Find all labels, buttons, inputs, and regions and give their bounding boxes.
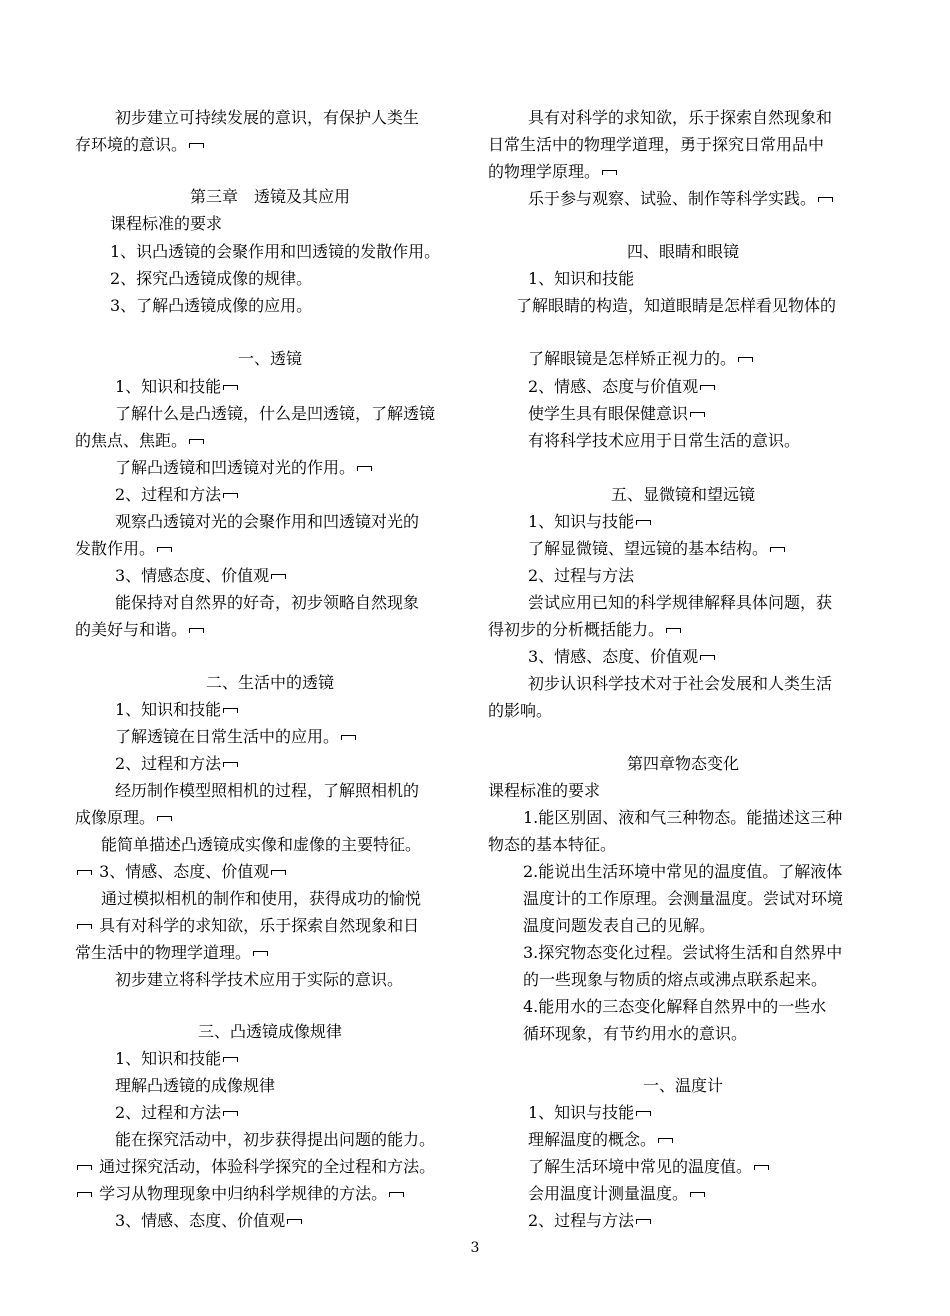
text-line: 课程标准的要求 — [110, 214, 223, 233]
text-line: 的焦点、焦距。 — [75, 428, 206, 454]
chapter-heading: 第四章物态变化 — [626, 754, 739, 773]
text-line: 的物理学原理。 — [488, 159, 619, 185]
text-line: 常生活中的物理学道理。 — [75, 940, 270, 966]
text-line: 成像原理。 — [75, 805, 174, 831]
paragraph-mark — [690, 1192, 705, 1197]
text-line: 得初步的分析概括能力。 — [488, 617, 683, 643]
text-line: 1、知识与技能 — [528, 509, 653, 535]
section-heading: 一、透镜 — [237, 349, 302, 368]
section-heading: 三、凸透镜成像规律 — [197, 1022, 342, 1041]
text-line: 使学生具有眼保健意识 — [528, 401, 707, 427]
text-line: 经历制作模型照相机的过程，了解照相机的 — [115, 781, 420, 800]
chapter-heading: 第三章 透镜及其应用 — [189, 187, 350, 206]
text-line: 4.能用水的三态变化解释自然界中的一些水 — [523, 997, 827, 1016]
text-line: 理解温度的概念。 — [528, 1127, 675, 1153]
text-line: 发散作用。 — [75, 536, 174, 562]
text-line: 2、过程和方法 — [115, 1100, 240, 1126]
text-line: 了解眼镜是怎样矫正视力的。 — [528, 346, 755, 372]
text-line: 通过探究活动，体验科学探究的全过程和方法。 — [75, 1154, 435, 1180]
text-line: 日常生活中的物理学道理，勇于探究日常用品中 — [488, 135, 825, 154]
section-heading: 四、眼睛和眼镜 — [626, 242, 739, 261]
paragraph-mark — [754, 1165, 769, 1170]
text-line: 2、过程和方法 — [115, 751, 240, 777]
paragraph-mark — [223, 493, 238, 498]
text-line: 的影响。 — [488, 701, 553, 720]
text-line: 的美好与和谐。 — [75, 617, 206, 643]
paragraph-mark — [770, 547, 785, 552]
text-line: 观察凸透镜对光的会聚作用和凹透镜对光的 — [115, 512, 420, 531]
paragraph-mark — [636, 1111, 651, 1116]
text-line: 1、识凸透镜的会聚作用和凹透镜的发散作用。 — [110, 242, 441, 261]
paragraph-mark — [636, 520, 651, 525]
text-line: 1、知识和技能 — [115, 374, 240, 400]
text-line: 2、过程和方法 — [115, 482, 240, 508]
paragraph-mark — [253, 951, 268, 956]
paragraph-mark — [658, 1138, 673, 1143]
text-line: 了解眼睛的构造，知道眼睛是怎样看见物体的 — [516, 296, 837, 315]
text-line: 3.探究物态变化过程。尝试将生活和自然界中 — [523, 943, 843, 962]
section-heading: 二、生活中的透镜 — [205, 673, 334, 692]
text-line: 课程标准的要求 — [488, 781, 601, 800]
text-line: 初步建立将科学技术应用于实际的意识。 — [115, 970, 404, 989]
page-number: 3 — [470, 1240, 480, 1256]
paragraph-mark — [157, 547, 172, 552]
text-line: 物态的基本特征。 — [488, 835, 617, 854]
paragraph-mark — [271, 574, 286, 579]
text-line: 了解凸透镜和凹透镜对光的作用。 — [115, 455, 374, 481]
paragraph-mark — [157, 816, 172, 821]
text-line: 有将科学技术应用于日常生活的意识。 — [528, 431, 801, 450]
text-line: 2、探究凸透镜成像的规律。 — [110, 269, 313, 288]
paragraph-mark — [189, 143, 204, 148]
text-line: 2、过程与方法 — [528, 566, 635, 585]
paragraph-mark — [189, 439, 204, 444]
paragraph-mark — [357, 466, 372, 471]
paragraph-mark — [690, 412, 705, 417]
paragraph-mark — [602, 170, 617, 175]
text-line: 存环境的意识。 — [75, 132, 206, 158]
paragraph-mark — [77, 1165, 92, 1170]
paragraph-mark — [189, 628, 204, 633]
paragraph-mark — [223, 1057, 238, 1062]
text-line: 2.能说出生活环境中常见的温度值。了解液体 — [523, 862, 843, 881]
paragraph-mark — [287, 1219, 302, 1224]
text-line: 理解凸透镜的成像规律 — [115, 1076, 276, 1095]
text-line: 学习从物理现象中归纳科学规律的方法。 — [75, 1181, 406, 1207]
text-line: 3、了解凸透镜成像的应用。 — [110, 296, 313, 315]
text-line: 2、过程与方法 — [528, 1208, 653, 1234]
text-line: 尝试应用已知的科学规律解释具体问题，获 — [528, 593, 833, 612]
paragraph-mark — [389, 1192, 404, 1197]
text-line: 1、知识与技能 — [528, 1100, 653, 1126]
text-line: 能保持对自然界的好奇，初步领略自然现象 — [115, 593, 420, 612]
paragraph-mark — [700, 655, 715, 660]
text-line: 3、情感、态度、价值观 — [528, 644, 717, 670]
paragraph-mark — [77, 924, 92, 929]
text-line: 3、情感、态度、价值观 — [75, 859, 288, 885]
text-line: 初步认识科学技术对于社会发展和人类生活 — [528, 674, 833, 693]
text-line: 1、知识和技能 — [115, 697, 240, 723]
text-line: 能在探究活动中，初步获得提出问题的能力。 — [115, 1130, 436, 1149]
paragraph-mark — [223, 762, 238, 767]
text-line: 1、知识和技能 — [115, 1046, 240, 1072]
text-line: 初步建立可持续发展的意识，有保护人类生 — [115, 108, 420, 127]
paragraph-mark — [223, 385, 238, 390]
text-line: 2、情感、态度与价值观 — [528, 374, 717, 400]
text-line: 具有对科学的求知欲，乐于探索自然现象和日 — [75, 913, 419, 939]
paragraph-mark — [738, 357, 753, 362]
paragraph-mark — [223, 708, 238, 713]
paragraph-mark — [666, 628, 681, 633]
text-line: 能简单描述凸透镜成实像和虚像的主要特征。 — [101, 835, 422, 854]
section-heading: 一、温度计 — [642, 1076, 723, 1095]
text-line: 循环现象，有节约用水的意识。 — [523, 1024, 748, 1043]
paragraph-mark — [271, 870, 286, 875]
text-line: 1、知识和技能 — [528, 269, 635, 288]
text-line: 了解显微镜、望远镜的基本结构。 — [528, 536, 787, 562]
text-line: 了解透镜在日常生活中的应用。 — [115, 724, 358, 750]
paragraph-mark — [77, 870, 92, 875]
text-line: 通过模拟相机的制作和使用，获得成功的愉悦 — [101, 889, 422, 908]
text-line: 会用温度计测量温度。 — [528, 1181, 707, 1207]
text-line: 温度问题发表自己的见解。 — [523, 916, 716, 935]
paragraph-mark — [636, 1219, 651, 1224]
paragraph-mark — [341, 735, 356, 740]
section-heading: 五、显微镜和望远镜 — [610, 485, 755, 504]
text-line: 具有对科学的求知欲，乐于探索自然现象和 — [528, 108, 833, 127]
text-line: 乐于参与观察、试验、制作等科学实践。 — [528, 186, 835, 212]
text-line: 3、情感态度、价值观 — [115, 563, 288, 589]
text-line: 1.能区别固、液和气三种物态。能描述这三种 — [523, 808, 843, 827]
text-line: 了解生活环境中常见的温度值。 — [528, 1154, 771, 1180]
paragraph-mark — [77, 1192, 92, 1197]
paragraph-mark — [700, 385, 715, 390]
text-line: 的一些现象与物质的熔点或沸点联系起来。 — [523, 970, 828, 989]
text-line: 了解什么是凸透镜，什么是凹透镜，了解透镜 — [115, 404, 436, 423]
text-line: 3、情感、态度、价值观 — [115, 1208, 304, 1234]
text-line: 温度计的工作原理。会测量温度。尝试对环境 — [523, 889, 844, 908]
paragraph-mark — [223, 1111, 238, 1116]
paragraph-mark — [818, 197, 833, 202]
